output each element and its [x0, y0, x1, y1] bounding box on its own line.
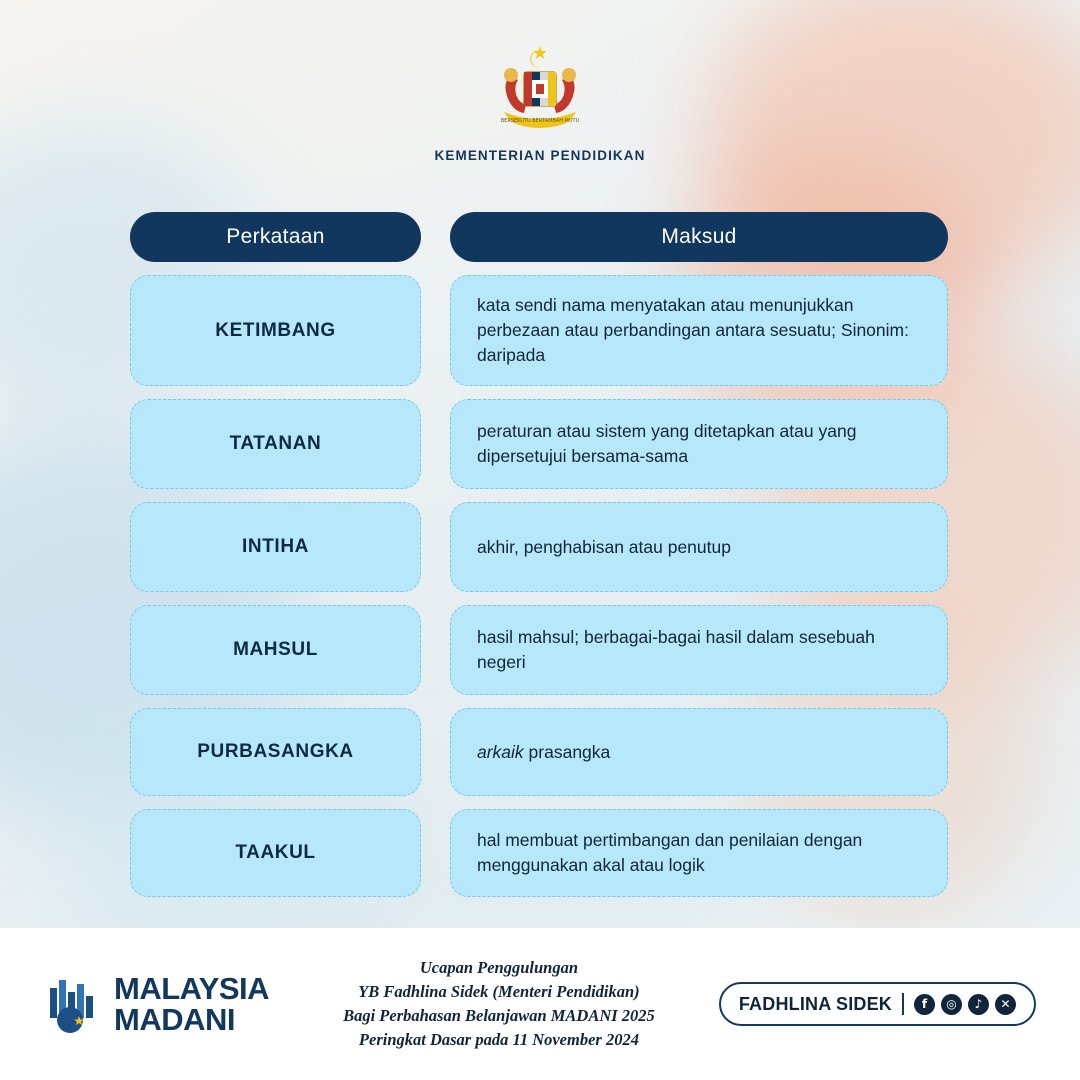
facebook-icon[interactable]: f [914, 994, 935, 1015]
word-cell: TATANAN [130, 399, 421, 489]
table-header-row [130, 212, 948, 262]
table-row [130, 708, 948, 796]
table-row [130, 809, 948, 897]
word-cell: INTIHA [130, 502, 421, 592]
malaysia-coat-of-arms-icon [480, 42, 600, 138]
table-row [130, 605, 948, 695]
meaning-cell: kata sendi nama menyatakan atau menunjukkan perbezaan atau perbandingan antara sesuatu; Sinonim: daripada [450, 275, 948, 386]
caption-line-2: YB Fadhlina Sidek (Menteri Pendidikan) [358, 982, 640, 1002]
malaysia-madani-logo-icon [48, 974, 104, 1034]
meaning-cell: akhir, penghabisan atau penutup [450, 502, 948, 592]
meaning-text: prasangka [523, 741, 611, 762]
table-row [130, 399, 948, 489]
social-handle-pill[interactable] [719, 982, 1036, 1026]
meaning-italic-label: arkaik [477, 741, 524, 762]
meaning-cell: hal membuat pertimbangan dan penilaian dengan menggunakan akal atau logik [450, 809, 948, 897]
logo-line-1: MALAYSIA [114, 971, 270, 1006]
word-cell: KETIMBANG [130, 275, 421, 386]
divider [902, 993, 904, 1015]
meaning-cell [450, 708, 948, 796]
column-header-perkataan: Perkataan [130, 212, 421, 262]
glossary-table [130, 212, 948, 910]
footer-caption [279, 956, 719, 1052]
word-cell: TAAKUL [130, 809, 421, 897]
caption-line-4: Peringkat Dasar pada 11 November 2024 [358, 1029, 639, 1049]
caption-line-3: Bagi Perbahasan Belanjawan MADANI 2025 [343, 1006, 655, 1025]
table-row [130, 502, 948, 592]
table-row [130, 275, 948, 386]
poster-header [0, 42, 1080, 163]
column-header-maksud: Maksud [450, 212, 948, 262]
instagram-icon[interactable]: ◎ [941, 994, 962, 1015]
malaysia-madani-logo [48, 973, 269, 1035]
caption-line-1: Ucapan Penggulungan [419, 958, 579, 978]
poster-footer [0, 928, 1080, 1080]
meaning-cell: hasil mahsul; berbagai-bagai hasil dalam sesebuah negeri [450, 605, 948, 695]
word-cell: MAHSUL [130, 605, 421, 695]
social-icon-group[interactable] [914, 994, 1016, 1015]
word-cell: PURBASANGKA [130, 708, 421, 796]
svg-text:BERSEKUTU BERTAMBAH MUTU: BERSEKUTU BERTAMBAH MUTU [500, 118, 580, 124]
ministry-name: KEMENTERIAN PENDIDIKAN [434, 148, 646, 163]
meaning-cell: peraturan atau sistem yang ditetapkan atau yang dipersetujui bersama-sama [450, 399, 948, 489]
tiktok-icon[interactable]: ♪ [968, 994, 989, 1015]
logo-line-2: MADANI [114, 1002, 235, 1037]
handle-label: FADHLINA SIDEK [738, 993, 892, 1014]
x-icon[interactable]: ✕ [995, 994, 1016, 1015]
